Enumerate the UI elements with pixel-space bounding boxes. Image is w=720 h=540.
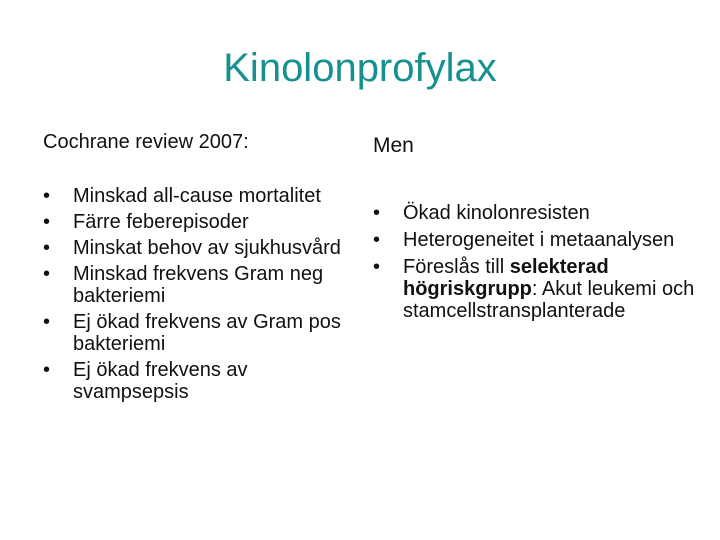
list-item <box>43 311 363 355</box>
bullet-text: Ej ökad frekvens av Gram pos bakteriemi <box>73 311 341 355</box>
bullet-icon: • <box>373 229 381 251</box>
bullet-icon: • <box>43 211 51 233</box>
left-column-header: Cochrane review 2007: <box>43 131 249 153</box>
bullet-text-bold: selekterad högriskgrupp <box>403 256 609 300</box>
bullet-text: Minskad frekvens Gram neg bakteriemi <box>73 263 324 307</box>
list-item <box>43 359 363 403</box>
list-item <box>373 229 703 251</box>
list-item <box>43 237 363 259</box>
bullet-icon: • <box>373 256 381 278</box>
right-bullet-list <box>373 202 703 327</box>
bullet-icon: • <box>43 359 51 381</box>
list-item <box>373 202 703 224</box>
left-bullet-list <box>43 185 363 407</box>
list-item <box>43 185 363 207</box>
bullet-text: Heterogeneitet i metaanalysen <box>403 229 675 251</box>
bullet-icon: • <box>43 185 51 207</box>
bullet-icon: • <box>373 202 381 224</box>
slide-title: Kinolonprofylax <box>223 46 497 90</box>
right-column-header: Men <box>373 134 414 157</box>
list-item <box>373 256 703 322</box>
bullet-icon: • <box>43 237 51 259</box>
bullet-icon: • <box>43 311 51 333</box>
bullet-text-suffix: : Akut leukemi och stamcellstransplanterade <box>403 278 695 322</box>
bullet-text: Färre feberepisoder <box>73 211 249 233</box>
bullet-text: Minskad all-cause mortalitet <box>73 185 321 207</box>
list-item <box>43 211 363 233</box>
bullet-text: Ej ökad frekvens av svampsepsis <box>73 359 248 403</box>
bullet-text-prefix: Föreslås till <box>403 256 510 278</box>
list-item <box>43 263 363 307</box>
bullet-text: Ökad kinolonresisten <box>403 202 590 224</box>
bullet-text <box>403 256 694 322</box>
bullet-icon: • <box>43 263 51 285</box>
bullet-text: Minskat behov av sjukhusvård <box>73 237 341 259</box>
